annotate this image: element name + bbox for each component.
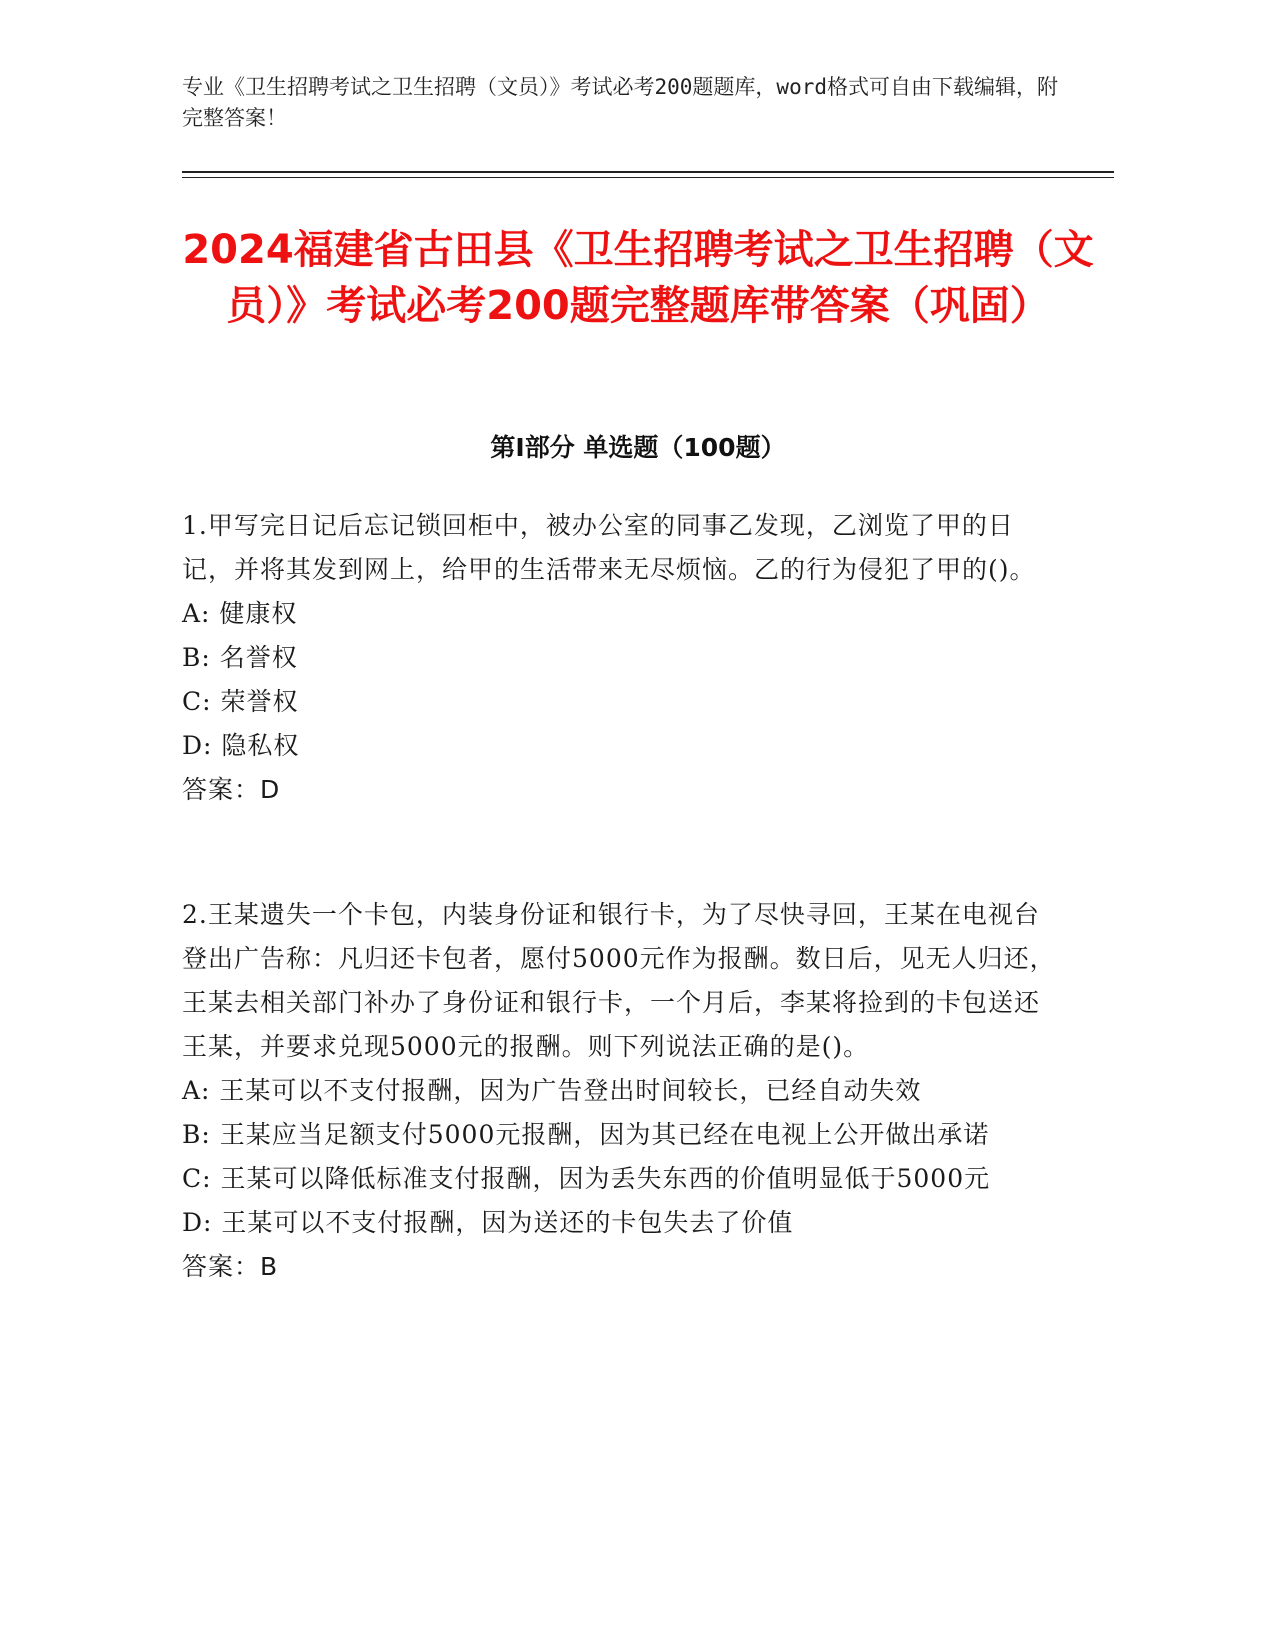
section-heading: 第I部分 单选题（100题） (490, 433, 786, 462)
option-c: C: 王某可以降低标准支付报酬，因为丢失东西的价值明显低于5000元 (182, 1164, 991, 1193)
header-divider-thin (182, 177, 1114, 178)
option-a: A: 健康权 (182, 599, 298, 628)
option-b: B: 名誉权 (182, 643, 298, 672)
option-c: C: 荣誉权 (182, 687, 299, 716)
option-b: B: 王某应当足额支付5000元报酬，因为其已经在电视上公开做出承诺 (182, 1120, 990, 1149)
question-stem: 1.甲写完日记后忘记锁回柜中，被办公室的同事乙发现，乙浏览了甲的日记，并将其发到网上，给甲的生活带来无尽烦恼。乙的行为侵犯了甲的()。 (182, 511, 1036, 584)
header-divider-thick (182, 171, 1114, 173)
header-note: 专业《卫生招聘考试之卫生招聘（文员）》考试必考200题题库，word格式可自由下载编辑，附完整答案！ (182, 75, 1058, 130)
option-a: A: 王某可以不支付报酬，因为广告登出时间较长，已经自动失效 (182, 1076, 922, 1105)
question-stem: 2.王某遗失一个卡包，内装身份证和银行卡，为了尽快寻回，王某在电视台登出广告称：凡归还卡包者，愿付5000元作为报酬。数日后，见无人归还，王某去相关部门补办了身份证和银行卡，一个月后，李某将捡到的卡包送还王某，并要求兑现5000元的报酬。则下列说法正确的是()。 (182, 900, 1056, 1061)
question-2 (182, 893, 1062, 1289)
option-d: D: 隐私权 (182, 731, 300, 760)
question-1 (182, 504, 1062, 812)
answer: 答案：D (182, 775, 281, 804)
option-d: D: 王某可以不支付报酬，因为送还的卡包失去了价值 (182, 1208, 794, 1237)
answer: 答案：B (182, 1252, 279, 1281)
document-title: 2024福建省古田县《卫生招聘考试之卫生招聘（文员）》考试必考200题完整题库带答案（巩固） (182, 227, 1094, 329)
